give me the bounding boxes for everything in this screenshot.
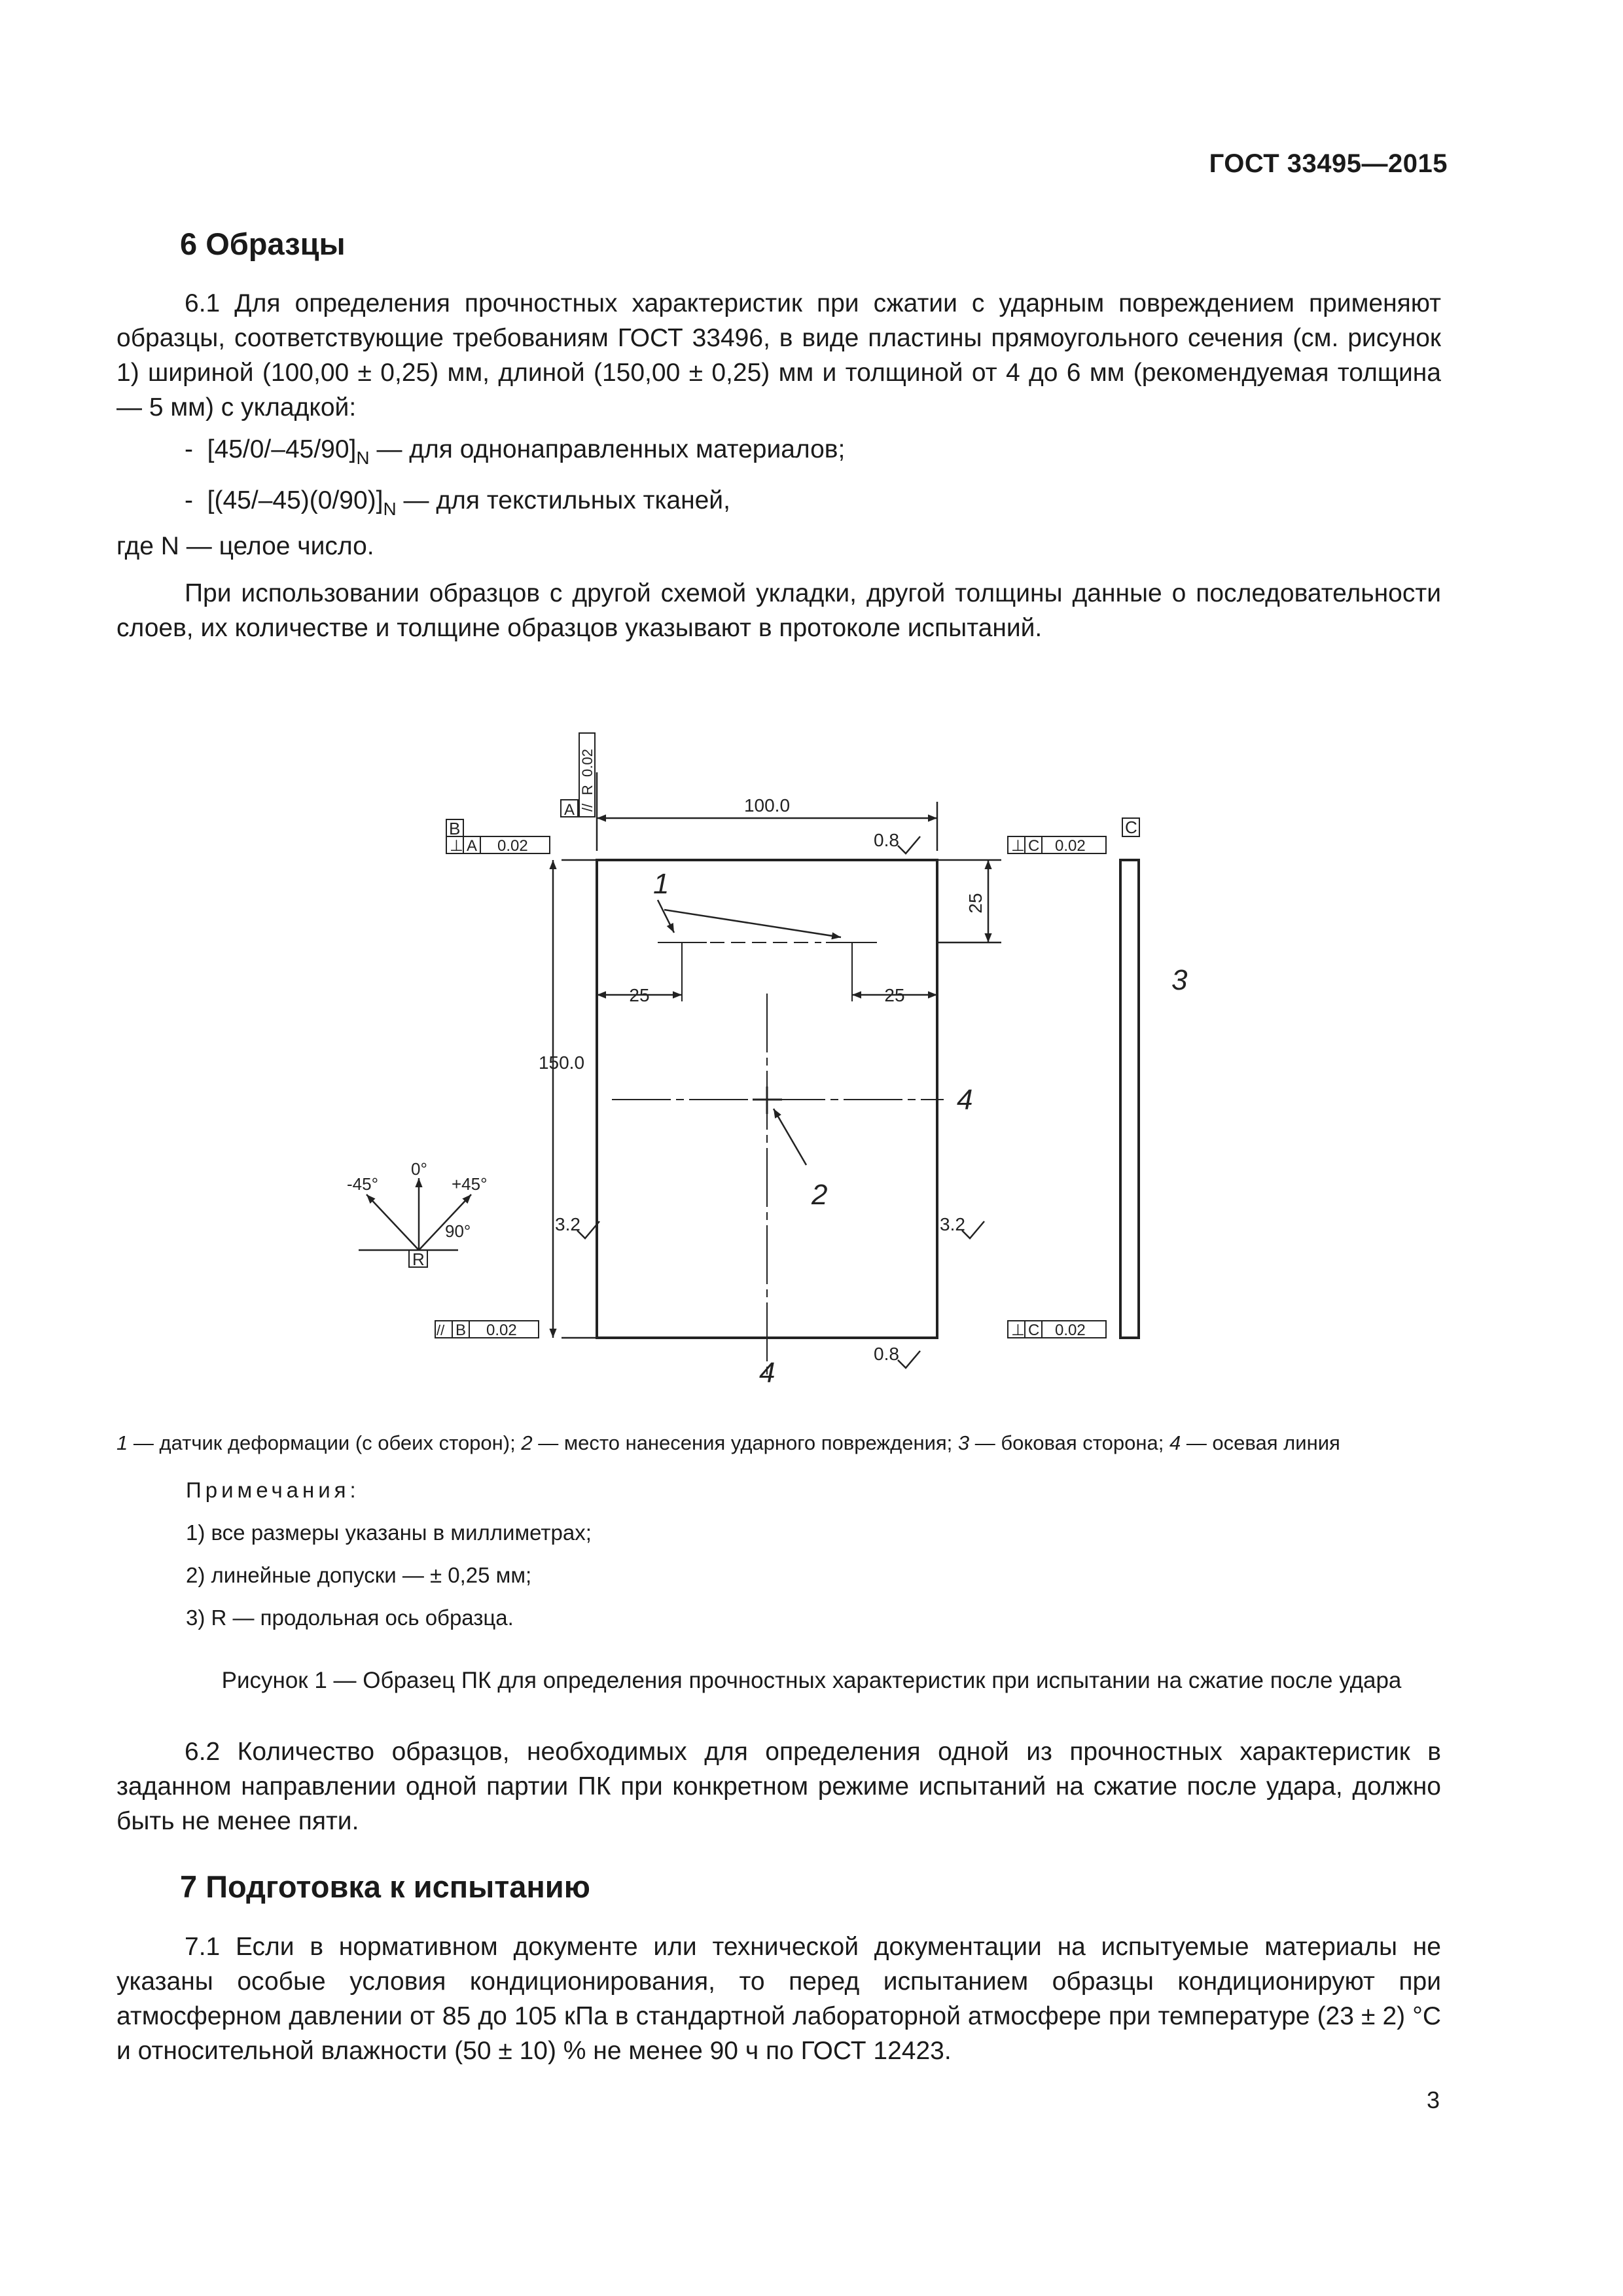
left-offset-value: 25 (629, 985, 650, 1005)
tol-br-datum: C (1028, 1321, 1040, 1339)
paragraph-other-layups: При использовании образцов с другой схемой укладки, другой толщины данные о последовательности слоев, их количестве и толщине образцов указывают в протоколе испытаний. (116, 579, 1441, 642)
datum-a-letter: A (564, 801, 575, 819)
length-value: 150.0 (538, 1052, 585, 1073)
roughness-left: 3.2 (555, 1214, 580, 1234)
legend-num-3: 3 (957, 1431, 970, 1454)
where-n-line: где N — целое число. (116, 532, 374, 560)
document-id-header: ГОСТ 33495—2015 (1209, 149, 1448, 178)
layup-dash: - (185, 486, 193, 514)
layup-subscript: N (383, 499, 397, 519)
tol-tl-value: 0.02 (497, 837, 528, 855)
layup-description: — для текстильных тканей, (396, 486, 730, 514)
datum-r-letter: R (412, 1249, 425, 1269)
legend-text-3: — боковая сторона; (969, 1431, 1169, 1454)
callout-2: 2 (812, 1179, 828, 1211)
paragraph-6-2: 6.2 Количество образцов, необходимых для определения одной из прочностных характеристик в заданном направлении одной партии ПК при конкретном режиме испытаний на сжатие после удара, должно быть не менее пяти. (116, 1738, 1441, 1835)
layup-description: — для однонаправленных материалов; (369, 435, 846, 463)
tol-bl-value: 0.02 (486, 1321, 517, 1339)
datum-c-letter: C (1125, 817, 1137, 837)
section-6-heading: 6 Образцы (180, 226, 346, 261)
tol-tl-symbol: ⊥ (450, 837, 463, 855)
tol-br-symbol: ⊥ (1011, 1321, 1025, 1339)
note-2: 2) линейные допуски — ± 0,25 мм; (186, 1563, 532, 1587)
orientation-plus45: +45° (452, 1174, 488, 1194)
orientation-ninety: 90° (445, 1221, 471, 1241)
note-3: 3) R — продольная ось образца. (186, 1605, 514, 1630)
legend-num-1: 1 (116, 1431, 128, 1454)
paragraph-7-1: 7.1 Если в нормативном документе или технической документации на испытуемые материалы не указаны особые условия кондиционирования, то перед испытанием образцы кондиционируют при атмосферном давлении от 85 до 105 кПа в стандартной лабораторной атмосфере при температуре (23 ± 2) °С и относительной влажности (50 ± 10) % не менее 90 ч по ГОСТ 12423. (116, 1933, 1441, 2065)
legend-text-1: — датчик деформации (с обеих сторон); (128, 1431, 522, 1454)
page-number: 3 (1426, 2087, 1440, 2113)
layup-formula: [45/0/–45/90] (207, 435, 357, 463)
tol-bl-symbol: // (437, 1322, 445, 1338)
tol-tl-datum: A (467, 837, 478, 855)
roughness-top: 0.8 (874, 830, 899, 850)
tol-tr-value: 0.02 (1055, 837, 1086, 855)
paragraph-6-1: 6.1 Для определения прочностных характеристик при сжатии с ударным повреждением применяют образцы, соответствующие требованиям ГОСТ 33496, в виде пластины прямоугольного сечения (см. рисунок 1) шириной (100,00 ± 0,25) мм, длиной (150,00 ± 0,25) мм и толщиной от 4 до 6 мм (рекомендуемая толщина — 5 мм) с укладкой: (116, 289, 1441, 422)
callout-3: 3 (1171, 964, 1188, 996)
callout-4-bottom: 4 (759, 1357, 776, 1389)
legend-num-2: 2 (521, 1431, 533, 1454)
top-offset-value: 25 (965, 893, 986, 914)
section-7-heading: 7 Подготовка к испытанию (180, 1869, 590, 1904)
tol-bl-datum: B (455, 1321, 467, 1339)
width-value: 100.0 (743, 795, 791, 816)
orientation-minus45: -45° (347, 1174, 378, 1194)
callout-4-right: 4 (957, 1084, 973, 1116)
right-offset-value: 25 (884, 985, 905, 1005)
legend-text-2: — место нанесения ударного повреждения; (532, 1431, 958, 1454)
layup-subscript: N (356, 448, 370, 468)
legend-num-4: 4 (1169, 1431, 1181, 1454)
layup-dash: - (185, 435, 193, 463)
tol-vert-value: 0.02 (579, 749, 596, 777)
orientation-zero: 0° (411, 1159, 427, 1179)
tol-br-value: 0.02 (1055, 1321, 1086, 1339)
roughness-bottom: 0.8 (874, 1344, 899, 1364)
roughness-right: 3.2 (940, 1214, 965, 1234)
callout-1: 1 (653, 868, 669, 900)
datum-b-letter: B (449, 819, 461, 838)
tol-vert-datum: R (579, 785, 596, 795)
notes-title: Примечания: (186, 1478, 360, 1502)
specimen-side-view (1120, 860, 1139, 1338)
figure-legend (116, 1431, 1441, 1455)
layup-formula: [(45/–45)(0/90)] (207, 486, 383, 514)
figure-caption: Рисунок 1 — Образец ПК для определения прочностных характеристик при испытании на сжатие после удара (221, 1668, 1402, 1693)
legend-text-4: — осевая линия (1181, 1431, 1340, 1454)
tol-vert-symbol: // (579, 803, 596, 812)
tol-tr-datum: C (1028, 837, 1040, 855)
note-1: 1) все размеры указаны в миллиметрах; (186, 1520, 592, 1545)
tol-tr-symbol: ⊥ (1011, 837, 1025, 855)
